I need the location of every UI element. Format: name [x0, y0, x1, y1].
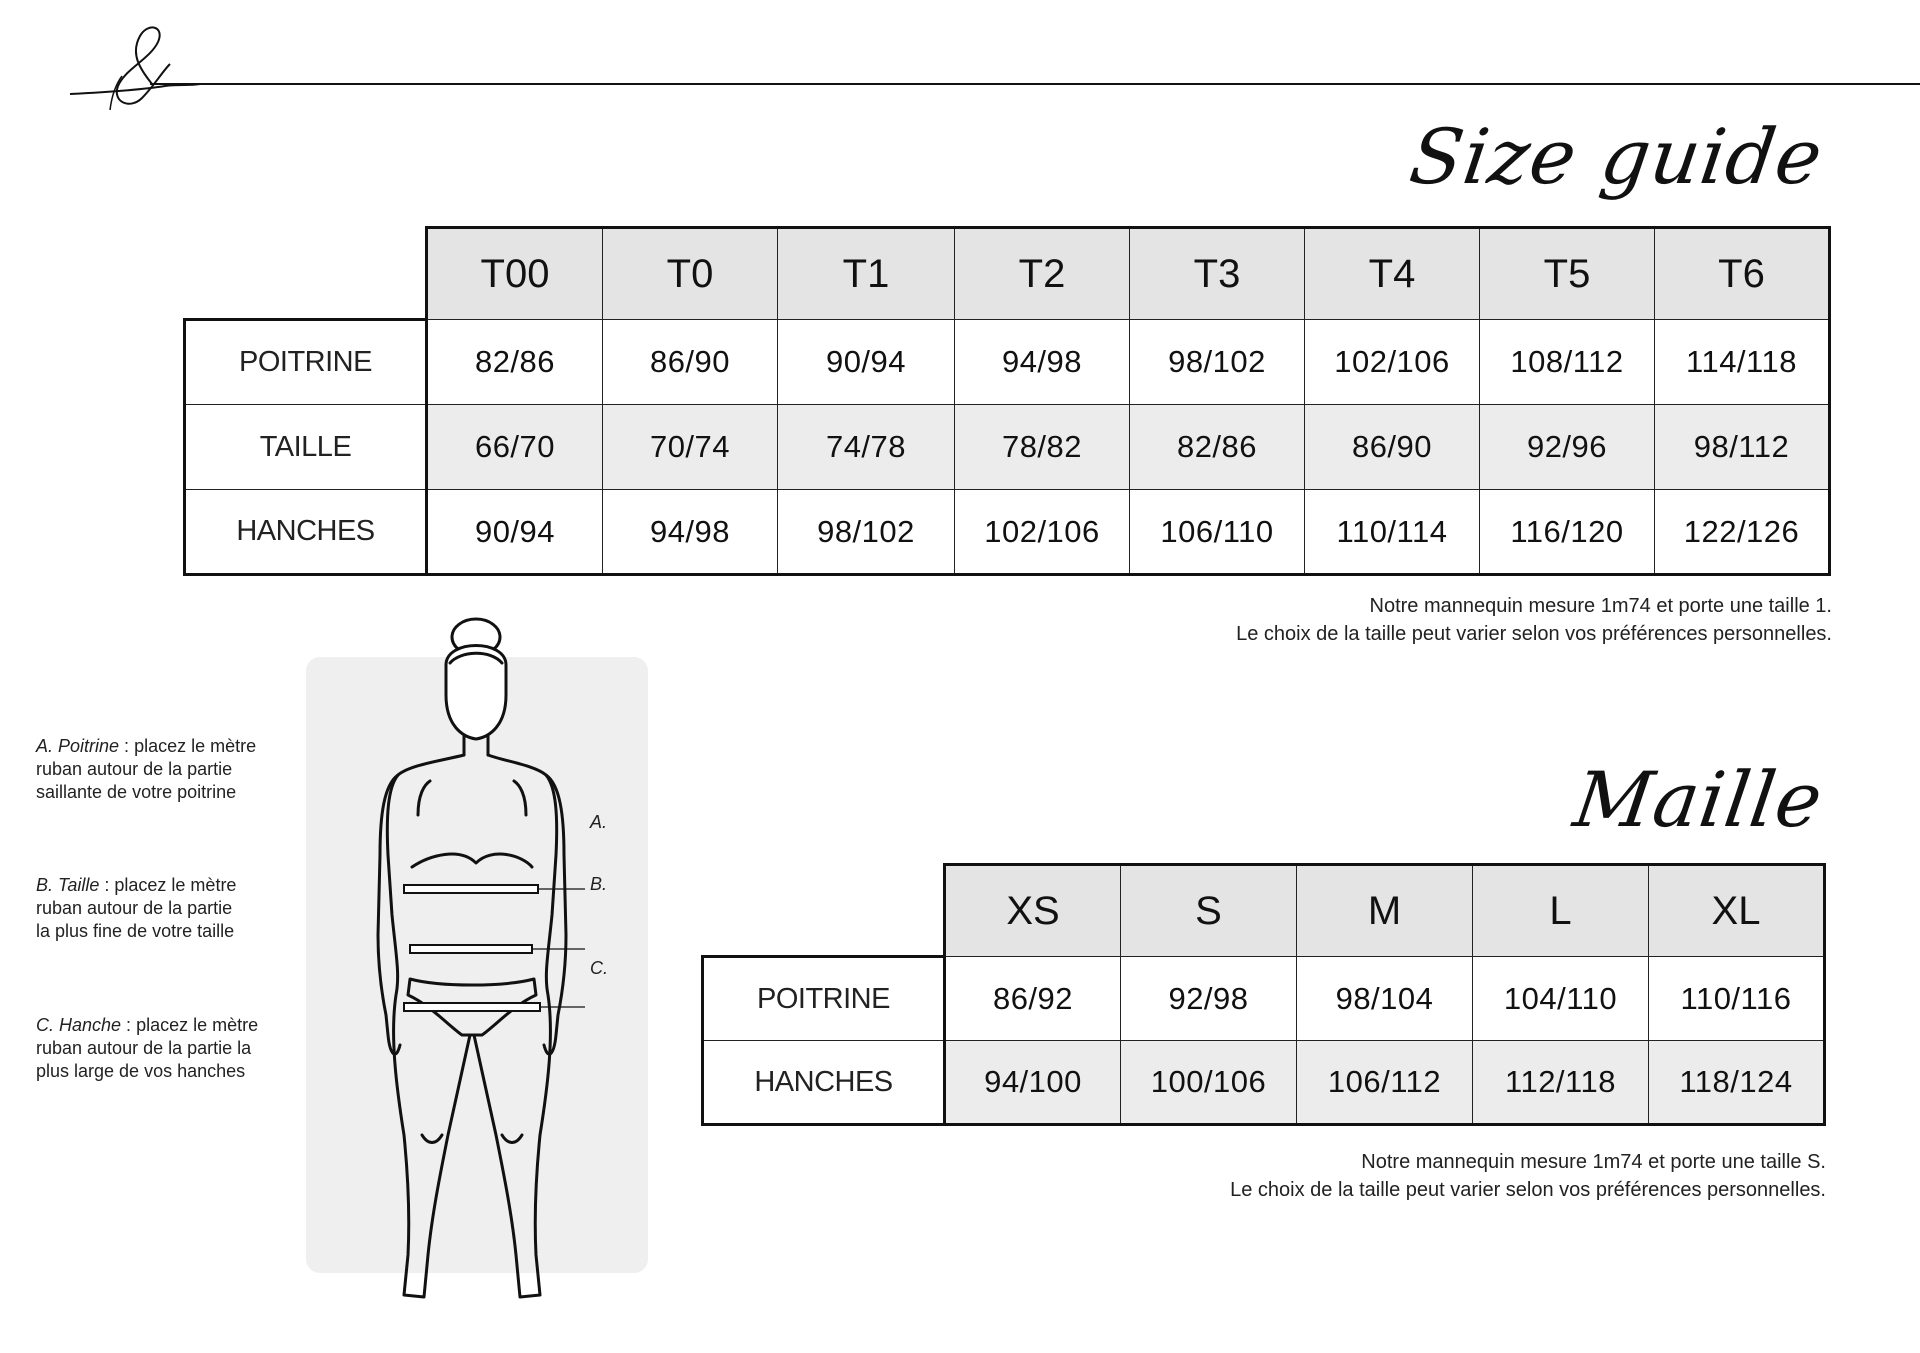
size-header: T4 — [1305, 228, 1480, 320]
table-cell: 90/94 — [427, 490, 603, 575]
row-label: HANCHES — [185, 490, 427, 575]
table-cell: 106/112 — [1297, 1041, 1473, 1125]
size-header: L — [1473, 865, 1649, 957]
table-row — [185, 490, 1830, 575]
table-cell: 86/90 — [603, 320, 778, 405]
table-cell: 82/86 — [1130, 405, 1305, 490]
instruction-key: B. Taille — [36, 875, 100, 895]
marker-b: B. — [590, 874, 608, 894]
row-label: POITRINE — [185, 320, 427, 405]
size-note — [1236, 592, 1832, 648]
row-label: POITRINE — [703, 957, 945, 1041]
table-cell: 94/98 — [603, 490, 778, 575]
instruction-key: A. Poitrine — [36, 736, 120, 756]
size-header: T5 — [1480, 228, 1655, 320]
instruction-key: C. Hanche — [36, 1015, 122, 1035]
table-cell: 94/100 — [945, 1041, 1121, 1125]
table-cell: 86/90 — [1305, 405, 1480, 490]
table-cell: 110/116 — [1649, 957, 1825, 1041]
size-header: XS — [945, 865, 1121, 957]
table-cell: 112/118 — [1473, 1041, 1649, 1125]
size-guide-title: Size guide — [1404, 112, 1829, 201]
size-header: T00 — [427, 228, 603, 320]
size-guide-table — [183, 226, 1831, 576]
table-cell: 78/82 — [955, 405, 1130, 490]
row-label: HANCHES — [703, 1041, 945, 1125]
table-cell: 98/102 — [778, 490, 955, 575]
maille-table — [701, 863, 1826, 1126]
table-cell: 66/70 — [427, 405, 603, 490]
header-rule — [150, 83, 1920, 85]
note-line: Le choix de la taille peut varier selon vos préférences personnelles. — [1236, 623, 1832, 645]
marker-a: A. — [590, 812, 608, 832]
table-row — [185, 320, 1830, 405]
size-header: T0 — [603, 228, 778, 320]
table-cell: 98/112 — [1655, 405, 1830, 490]
table-cell: 108/112 — [1480, 320, 1655, 405]
table-cell: 98/102 — [1130, 320, 1305, 405]
table-cell: 102/106 — [955, 490, 1130, 575]
size-header: T1 — [778, 228, 955, 320]
ampersand-logo-icon — [70, 14, 200, 114]
table-cell: 82/86 — [427, 320, 603, 405]
table-cell: 100/106 — [1121, 1041, 1297, 1125]
table-cell: 102/106 — [1305, 320, 1480, 405]
maille-note — [1230, 1148, 1826, 1204]
table-row — [703, 1041, 1825, 1125]
table-corner — [703, 865, 945, 957]
instruction-poitrine: A. Poitrine : placez le mètre ruban autour de la partie saillante de votre poitrine — [36, 736, 257, 802]
table-cell: 98/104 — [1297, 957, 1473, 1041]
maille-title: Maille — [1568, 755, 1829, 844]
table-row — [185, 405, 1830, 490]
note-line: Le choix de la taille peut varier selon vos préférences personnelles. — [1230, 1179, 1826, 1201]
size-header: M — [1297, 865, 1473, 957]
table-cell: 116/120 — [1480, 490, 1655, 575]
table-cell: 106/110 — [1130, 490, 1305, 575]
note-line: Notre mannequin mesure 1m74 et porte une taille 1. — [1369, 595, 1832, 617]
table-cell: 74/78 — [778, 405, 955, 490]
table-corner — [185, 228, 427, 320]
table-cell: 86/92 — [945, 957, 1121, 1041]
table-cell: 104/110 — [1473, 957, 1649, 1041]
marker-c: C. — [590, 958, 608, 978]
table-cell: 94/98 — [955, 320, 1130, 405]
size-header: T6 — [1655, 228, 1830, 320]
table-cell: 114/118 — [1655, 320, 1830, 405]
row-label: TAILLE — [185, 405, 427, 490]
size-header: T2 — [955, 228, 1130, 320]
size-header: S — [1121, 865, 1297, 957]
table-row — [703, 957, 1825, 1041]
size-header: XL — [1649, 865, 1825, 957]
table-cell: 70/74 — [603, 405, 778, 490]
table-cell: 118/124 — [1649, 1041, 1825, 1125]
body-measurement-figure — [300, 615, 620, 1315]
instruction-taille: B. Taille : placez le mètre ruban autour de la partie la plus fine de votre taille — [36, 875, 237, 941]
size-header: T3 — [1130, 228, 1305, 320]
table-cell: 92/96 — [1480, 405, 1655, 490]
table-cell: 122/126 — [1655, 490, 1830, 575]
table-cell: 90/94 — [778, 320, 955, 405]
table-cell: 92/98 — [1121, 957, 1297, 1041]
table-cell: 110/114 — [1305, 490, 1480, 575]
note-line: Notre mannequin mesure 1m74 et porte une taille S. — [1361, 1151, 1826, 1173]
instruction-hanche: C. Hanche : placez le mètre ruban autour de la partie la plus large de vos hanches — [36, 1015, 259, 1081]
